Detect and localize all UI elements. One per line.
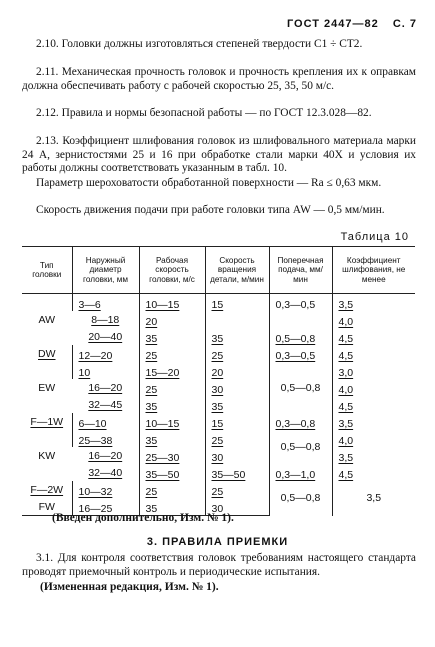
cell-feed: 0,5—0,8 bbox=[269, 328, 332, 345]
cell-diameter: 6—10 bbox=[72, 413, 139, 430]
paragraph-2-10: 2.10. Головки должны изготовляться степеней твердости С1 ÷ СТ2. bbox=[36, 38, 363, 50]
paragraph-2-12: 2.12. Правила и нормы безопасной работы — по ГОСТ 12.3.028—82. bbox=[36, 107, 372, 119]
page-header bbox=[277, 18, 417, 30]
cell-feed: 0,5—0,8 bbox=[269, 481, 332, 516]
header-work-speed: Рабочая скорость головки, м/с bbox=[139, 247, 205, 294]
cell-coef: 3,0 bbox=[332, 362, 415, 379]
cell-rotation: 35—50 bbox=[205, 464, 269, 481]
cell-work-speed: 25—30 bbox=[139, 447, 205, 464]
cell-diameter: 20—40 bbox=[88, 330, 123, 343]
amendment-note: (Введен дополнительно, Изм. № 1). bbox=[52, 512, 234, 524]
header-cross-feed: Поперечная подача, мм/мин bbox=[269, 247, 332, 294]
cell-diameter: 16—20 bbox=[88, 449, 123, 462]
table-row bbox=[22, 396, 415, 413]
cell-work-speed: 10—15 bbox=[139, 413, 205, 430]
cell-coef: 4,0 bbox=[332, 379, 415, 396]
standard-number: ГОСТ 2447—82 bbox=[286, 18, 379, 30]
table-row bbox=[22, 464, 415, 481]
table-row bbox=[22, 362, 415, 379]
cell-type: EW bbox=[38, 381, 56, 394]
table-row bbox=[22, 413, 415, 430]
cell-work-speed: 35 bbox=[139, 430, 205, 447]
cell-work-speed: 35 bbox=[139, 396, 205, 413]
cell-feed: 0,5—0,8 bbox=[269, 362, 332, 413]
cell-rotation: 15 bbox=[205, 413, 269, 430]
paragraph-3-1: 3.1. Для контроля соответствия головок требованиям настоящего стандарта проводят приемочный контроль и периодические испытания. bbox=[22, 552, 416, 578]
cell-coef: 4,0 bbox=[332, 311, 415, 328]
cell-coef: 3,5 bbox=[332, 294, 415, 312]
cell-type: KW bbox=[38, 449, 56, 462]
cell-rotation: 25 bbox=[205, 345, 269, 362]
cell-type: FW bbox=[22, 498, 72, 516]
cell-rotation: 25 bbox=[205, 481, 269, 498]
cell-rotation: 35 bbox=[205, 396, 269, 413]
cell-diameter: 8—18 bbox=[91, 313, 120, 326]
cell-work-speed: 35 bbox=[139, 328, 205, 345]
cell-coef: 3,5 bbox=[332, 413, 415, 430]
cell-diameter: 12—20 bbox=[72, 345, 139, 362]
table-row bbox=[22, 481, 415, 498]
table-row bbox=[22, 345, 415, 362]
cell-feed bbox=[269, 311, 332, 328]
paragraph-2-11: 2.11. Механическая прочность головок и прочность крепления их к оправкам должна обеспечивать работу с рабочей скоростью 25, 35, 50 м/с. bbox=[22, 66, 416, 92]
cell-diameter: 25—38 bbox=[72, 430, 139, 447]
table-row bbox=[22, 447, 415, 464]
cell-diameter: 10—32 bbox=[72, 481, 139, 498]
cell-rotation: 25 bbox=[205, 430, 269, 447]
page-number: С. 7 bbox=[392, 18, 417, 30]
cell-work-speed: 35 bbox=[139, 498, 205, 516]
paragraph-roughness: Параметр шероховатости обработанной поверхности — Ra ≤ 0,63 мкм. bbox=[36, 177, 382, 189]
cell-type: DW bbox=[38, 347, 56, 360]
cell-diameter: 32—40 bbox=[88, 466, 123, 479]
cell-work-speed: 20 bbox=[139, 311, 205, 328]
table-10 bbox=[22, 246, 415, 516]
cell-work-speed: 15—20 bbox=[139, 362, 205, 379]
cell-work-speed: 10—15 bbox=[139, 294, 205, 312]
cell-feed: 0,3—0,8 bbox=[269, 413, 332, 430]
header-type: Тип головки bbox=[22, 247, 72, 294]
cell-rotation: 20 bbox=[205, 362, 269, 379]
cell-rotation: 35 bbox=[205, 328, 269, 345]
cell-coef: 4,5 bbox=[332, 396, 415, 413]
header-grinding-coef: Коэффициент шлифования, не менее bbox=[332, 247, 415, 294]
cell-feed: 0,3—0,5 bbox=[269, 345, 332, 362]
cell-work-speed: 25 bbox=[139, 345, 205, 362]
cell-diameter: 16—25 bbox=[72, 498, 139, 516]
paragraph-2-13: 2.13. Коэффициент шлифования головок из шлифовального материала марки 24 А, зернистостями 25 и 16 при обработке стали марки 40Х и условия их работы должны соответствовать указанным в табл. 10. bbox=[22, 135, 416, 174]
cell-rotation: 30 bbox=[205, 498, 269, 516]
cell-coef: 4,5 bbox=[332, 328, 415, 345]
table-caption: Таблица 10 bbox=[340, 231, 409, 243]
cell-diameter: 10 bbox=[72, 362, 139, 379]
cell-feed: 0,3—1,0 bbox=[269, 464, 332, 481]
cell-type: F—1W bbox=[30, 415, 64, 428]
revision-note: (Измененная редакция, Изм. № 1). bbox=[40, 581, 219, 593]
section-title: 3. ПРАВИЛА ПРИЕМКИ bbox=[146, 536, 289, 548]
cell-diameter: 3—6 bbox=[72, 294, 139, 312]
cell-coef: 4,0 bbox=[332, 430, 415, 447]
cell-type: F—2W bbox=[30, 483, 64, 496]
cell-coef: 3,5 bbox=[332, 447, 415, 464]
cell-diameter: 32—45 bbox=[88, 398, 123, 411]
cell-coef: 4,5 bbox=[332, 464, 415, 481]
header-diameter: Наружный диаметр головки, мм bbox=[72, 247, 139, 294]
table-row bbox=[22, 311, 415, 328]
cell-rotation bbox=[205, 311, 269, 328]
cell-work-speed: 25 bbox=[139, 379, 205, 396]
cell-feed: 0,3—0,5 bbox=[269, 294, 332, 312]
cell-work-speed: 25 bbox=[139, 481, 205, 498]
cell-diameter: 16—20 bbox=[88, 381, 123, 394]
cell-coef: 3,5 bbox=[332, 481, 415, 516]
cell-feed: 0,5—0,8 bbox=[269, 430, 332, 464]
table-row bbox=[22, 379, 415, 396]
table-header-row bbox=[22, 247, 415, 294]
cell-work-speed: 35—50 bbox=[139, 464, 205, 481]
table-row bbox=[22, 430, 415, 447]
cell-rotation: 15 bbox=[205, 294, 269, 312]
cell-coef: 4,5 bbox=[332, 345, 415, 362]
cell-rotation: 30 bbox=[205, 447, 269, 464]
paragraph-feed-rate: Скорость движения подачи при работе головки типа AW — 0,5 мм/мин. bbox=[36, 204, 385, 216]
table-row bbox=[22, 294, 415, 312]
table-row bbox=[22, 328, 415, 345]
cell-rotation: 30 bbox=[205, 379, 269, 396]
cell-type: AW bbox=[38, 313, 56, 326]
header-rotation-speed: Скорость вращения детали, м/мин bbox=[205, 247, 269, 294]
